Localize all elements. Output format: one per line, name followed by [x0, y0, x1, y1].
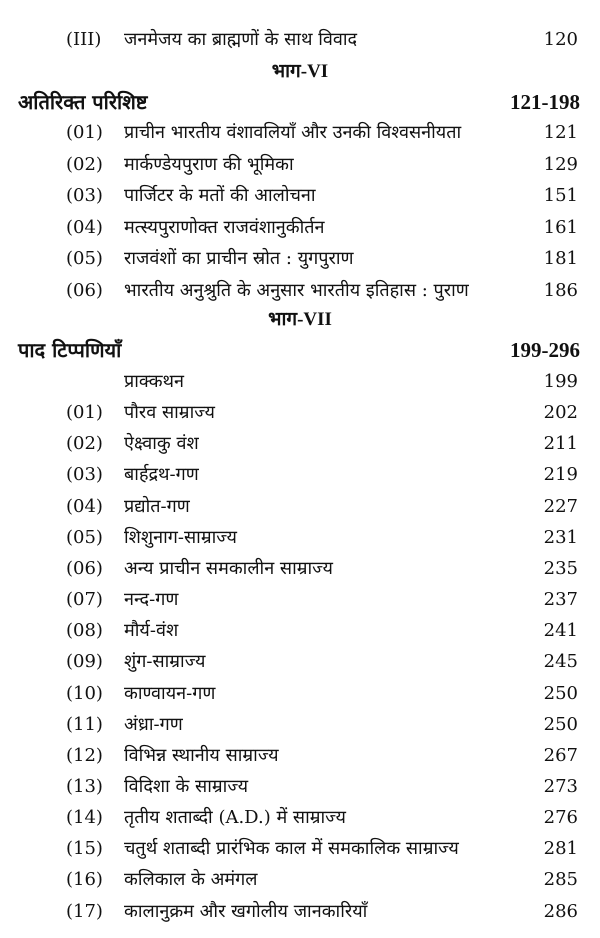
entry-number: (III) [66, 29, 102, 50]
entry-number: (15) [66, 838, 103, 860]
entry-title: अन्य प्राचीन समकालीन साम्राज्य [124, 557, 333, 579]
toc-entry [0, 522, 600, 553]
section-header [0, 334, 600, 366]
part-heading: भाग-VI [271, 61, 329, 82]
entry-page: 245 [543, 651, 578, 673]
entry-title: शिशुनाग-साम्राज्य [124, 526, 238, 548]
toc-entry [0, 491, 600, 522]
entry-number: (02) [66, 433, 103, 455]
entry-page: 250 [543, 682, 578, 704]
entry-number: (01) [66, 402, 103, 424]
entry-title: राजवंशों का प्राचीन स्रोत : युगपुराण [124, 248, 354, 269]
entry-page: 129 [543, 153, 578, 175]
toc-entry [0, 366, 600, 397]
toc-entry [0, 896, 600, 927]
entry-title: पार्जिटर के मतों की आलोचना [124, 185, 316, 206]
entry-number: (14) [66, 807, 103, 829]
section-title: पाद टिप्पणियाँ [18, 338, 122, 362]
toc-entry [0, 678, 600, 709]
entry-title: नन्द-गण [124, 589, 179, 611]
entry-title: भारतीय अनुश्रुति के अनुसार भारतीय इतिहास : पुराण [124, 279, 469, 301]
entry-title: प्राक्कथन [124, 371, 185, 392]
entry-page: 285 [543, 869, 578, 891]
section-page-range: 199-296 [510, 338, 580, 362]
entry-page: 227 [543, 495, 578, 517]
entry-title: मार्कण्डेयपुराण की भूमिका [124, 153, 294, 175]
entry-title: विभिन्न स्थानीय साम्राज्य [124, 744, 279, 766]
entry-title: तृतीय शताब्दी (A.D.) में साम्राज्य [124, 807, 346, 829]
entry-number: (06) [66, 557, 103, 579]
entry-page: 121 [543, 122, 578, 143]
entry-number: (07) [66, 589, 103, 611]
section-page-range: 121-198 [510, 90, 580, 114]
entry-title: पौरव साम्राज्य [124, 402, 215, 424]
entry-number: (08) [66, 620, 103, 642]
toc-entry [0, 802, 600, 833]
entry-title: बार्हद्रथ-गण [124, 464, 199, 486]
entry-title: कालानुक्रम और खगोलीय जानकारियाँ [124, 900, 368, 922]
entry-number: (06) [66, 279, 103, 301]
part-heading: भाग-VII [268, 309, 332, 330]
entry-number: (02) [66, 153, 103, 175]
entry-title: काण्वायन-गण [124, 682, 216, 704]
entry-page: 267 [543, 744, 578, 766]
entry-page: 151 [543, 185, 578, 206]
entry-number: (16) [66, 869, 103, 891]
entry-page: 250 [543, 713, 578, 735]
entry-title: मत्स्यपुराणोक्त राजवंशानुकीर्तन [124, 216, 325, 238]
entry-number: (05) [66, 526, 103, 548]
toc-entry [0, 149, 600, 180]
entry-number: (04) [66, 495, 103, 517]
entry-title: शुंग-साम्राज्य [124, 651, 206, 673]
toc-entry [0, 864, 600, 895]
entry-page: 186 [543, 279, 578, 301]
entry-number: (01) [66, 122, 103, 143]
toc-entry [0, 833, 600, 864]
entry-number: (03) [66, 185, 103, 206]
entry-page: 281 [543, 838, 578, 860]
entry-number: (11) [66, 713, 103, 735]
toc-entry [0, 117, 600, 148]
entry-number: (04) [66, 216, 103, 238]
toc-entry [0, 740, 600, 771]
entry-number: (09) [66, 651, 103, 673]
entry-title: मौर्य-वंश [124, 620, 179, 642]
entry-page: 211 [543, 433, 578, 455]
toc-entry [0, 771, 600, 802]
toc-entry [0, 397, 600, 428]
entry-title: जनमेजय का ब्राह्मणों के साथ विवाद [124, 29, 358, 50]
entry-title: अंध्रा-गण [124, 713, 183, 735]
entry-title: कलिकाल के अमंगल [124, 869, 258, 891]
entry-title: प्राचीन भारतीय वंशावलियाँ और उनकी विश्वसनीयता [124, 122, 462, 143]
entry-number: (12) [66, 744, 103, 766]
toc-entry [0, 275, 600, 306]
entry-page: 273 [543, 775, 578, 797]
entry-number: (10) [66, 682, 103, 704]
entry-title: प्रद्योत-गण [124, 495, 190, 517]
entry-title: विदिशा के साम्राज्य [124, 775, 249, 797]
toc-entry [0, 24, 600, 55]
entry-page: 276 [543, 807, 578, 829]
section-title: अतिरिक्त परिशिष्ट [18, 90, 148, 114]
entry-number: (03) [66, 464, 103, 486]
entry-page: 241 [543, 620, 578, 642]
entry-page: 231 [543, 526, 578, 548]
entry-number: (05) [66, 248, 103, 269]
entry-page: 237 [543, 589, 578, 611]
entry-title: चतुर्थ शताब्दी प्रारंभिक काल में समकालिक साम्राज्य [124, 838, 459, 860]
entry-page: 161 [543, 216, 578, 238]
entry-page: 181 [543, 248, 578, 269]
toc-entry [0, 243, 600, 274]
toc-entry [0, 709, 600, 740]
toc-entry [0, 459, 600, 490]
entry-page: 199 [543, 371, 578, 392]
toc-entry [0, 212, 600, 243]
entry-page: 286 [543, 900, 578, 922]
entry-title: ऐक्ष्वाकु वंश [124, 433, 199, 455]
toc-entry [0, 180, 600, 211]
section-header [0, 86, 600, 118]
entry-number: (13) [66, 775, 103, 797]
entry-page: 235 [543, 557, 578, 579]
entry-number: (17) [66, 900, 103, 922]
entry-page: 219 [543, 464, 578, 486]
toc-entry [0, 615, 600, 646]
entry-page: 202 [543, 402, 578, 424]
toc-entry [0, 553, 600, 584]
toc-entry [0, 428, 600, 459]
entry-page: 120 [543, 29, 578, 50]
toc-entry [0, 646, 600, 677]
toc-entry [0, 584, 600, 615]
